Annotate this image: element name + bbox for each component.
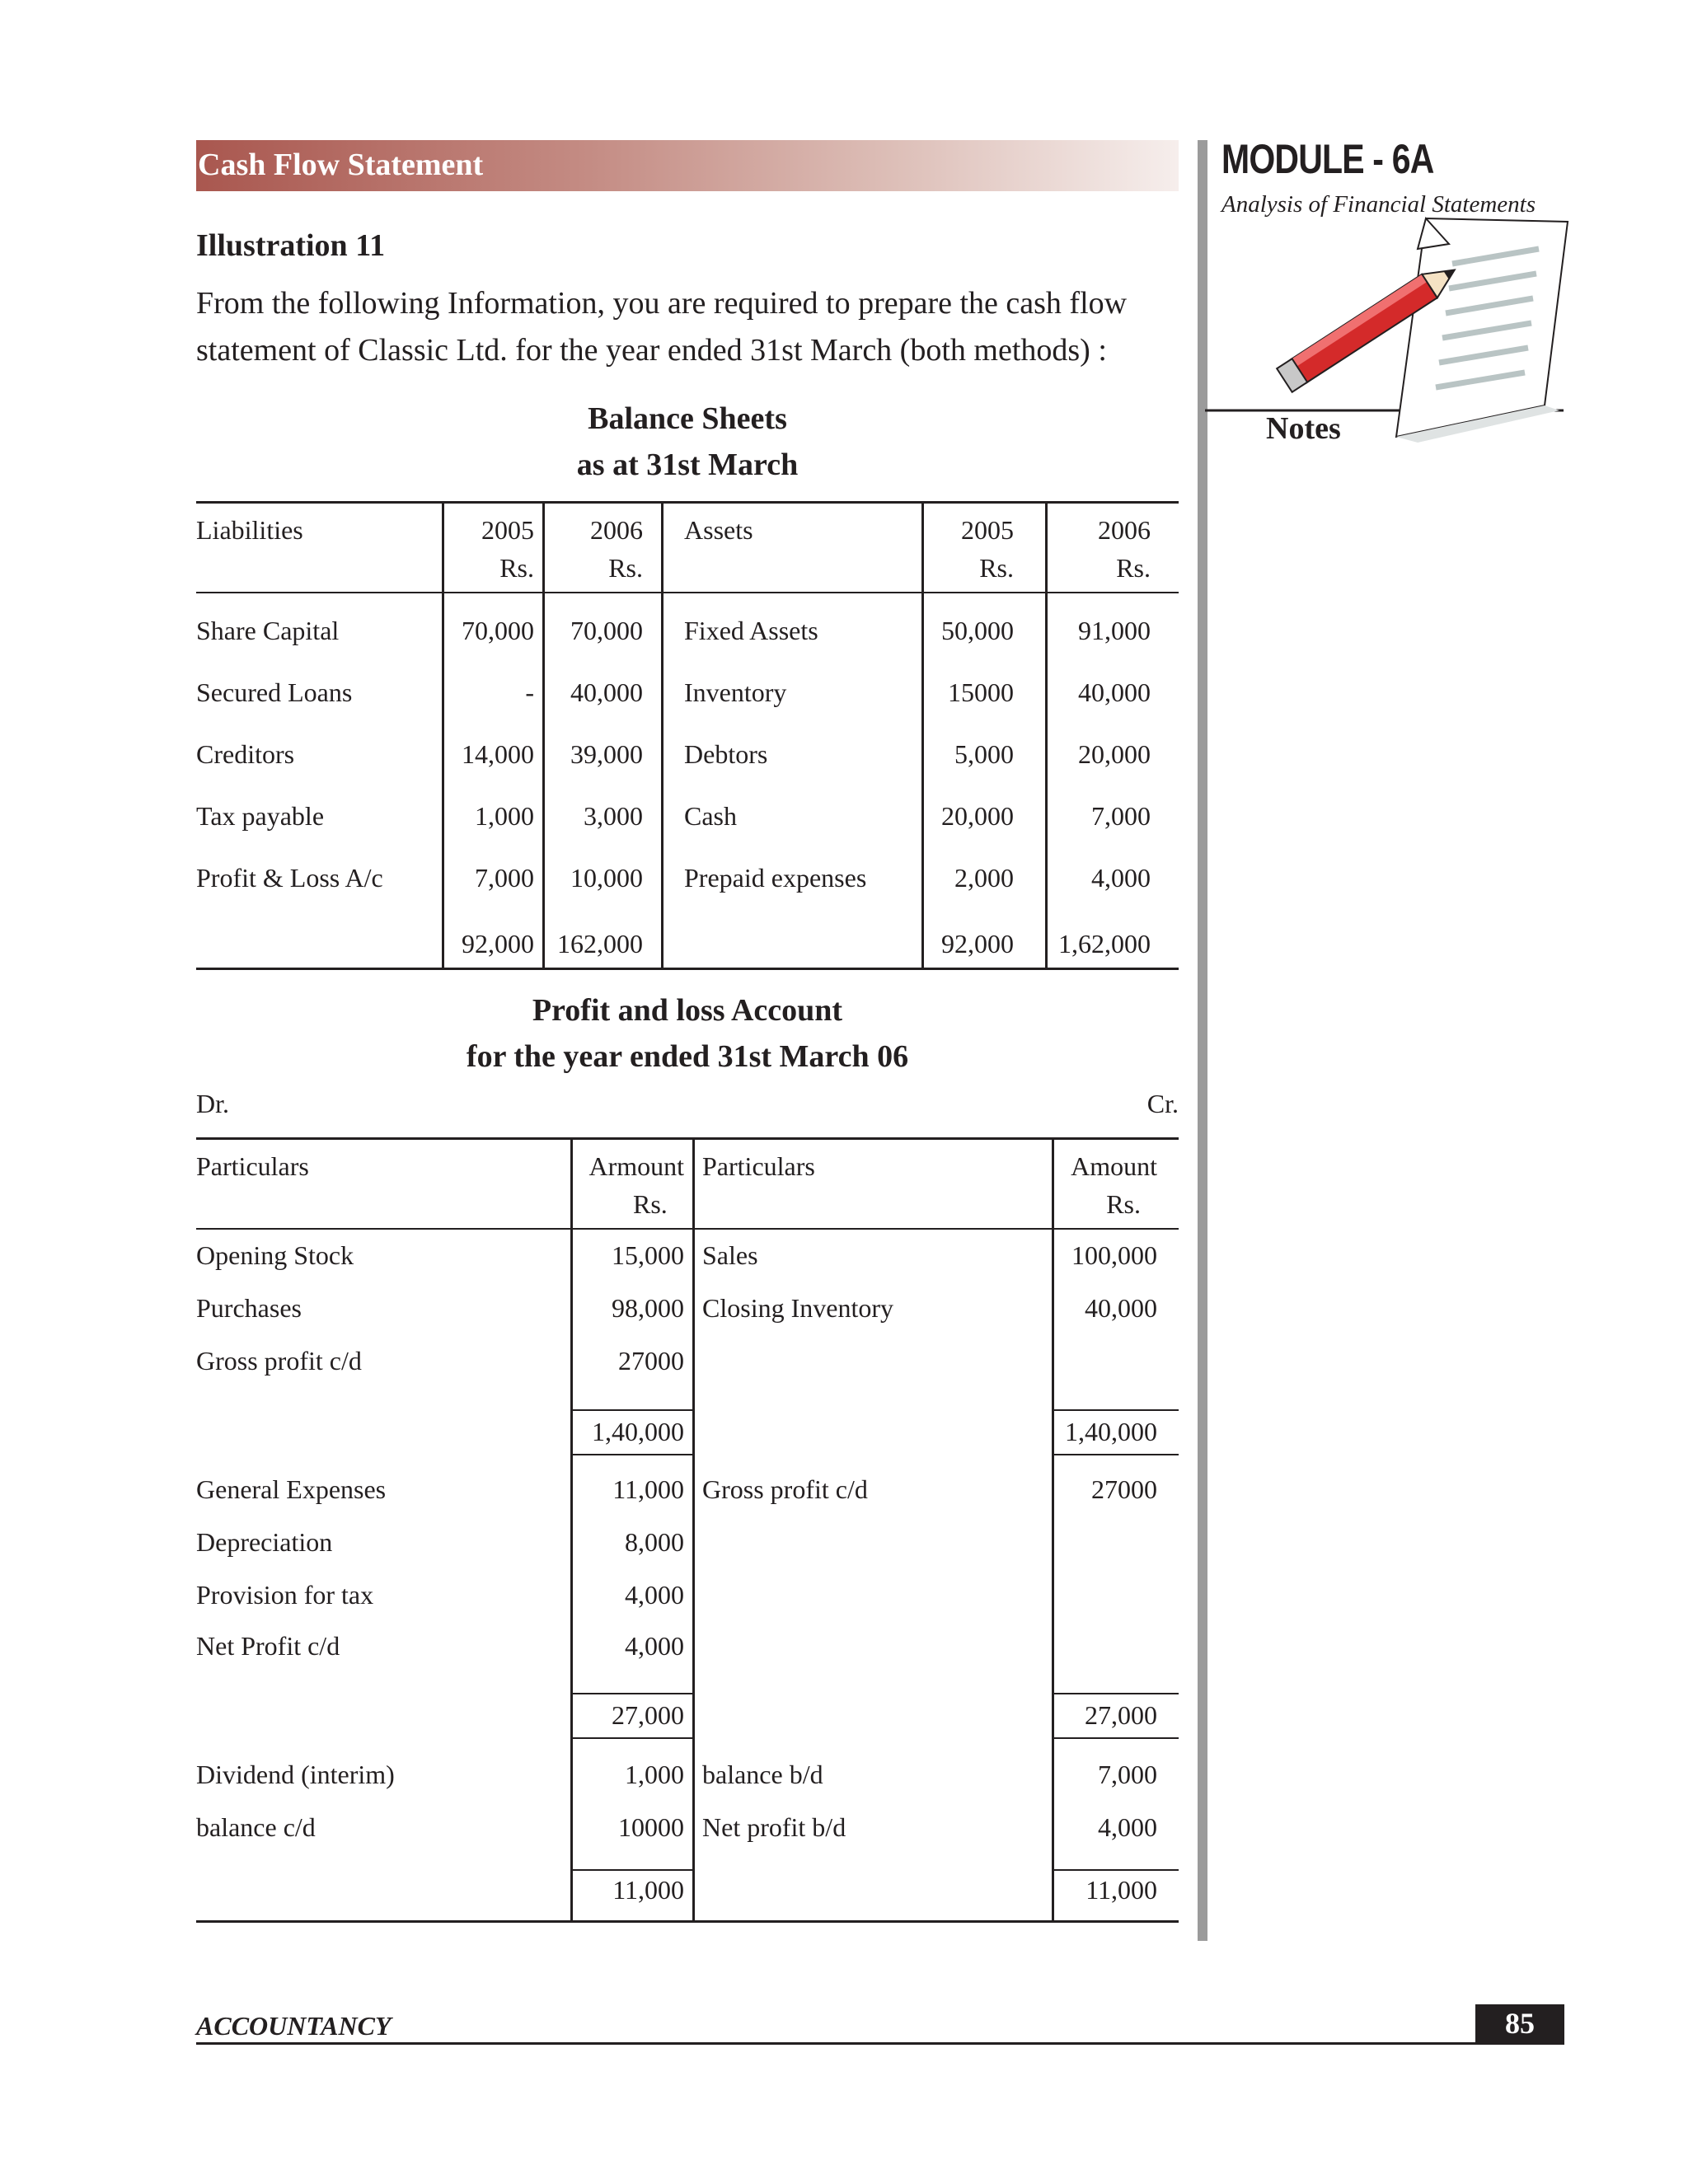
module-title: MODULE - 6A	[1221, 136, 1434, 182]
column-rule	[921, 501, 924, 969]
liability-2006: 40,000	[570, 677, 643, 707]
total-cr: 1,40,000	[1065, 1417, 1157, 1446]
cr-amount: 4,000	[1098, 1812, 1157, 1842]
asset-label: Debtors	[684, 739, 768, 769]
dr-amount: 1,000	[625, 1760, 684, 1789]
asset-2005: 5,000	[954, 739, 1014, 769]
dr-amount: 4,000	[625, 1631, 684, 1661]
illustration-intro	[196, 280, 1185, 374]
pl-subtitle: for the year ended 31st March 06	[466, 1039, 909, 1074]
header-amount: Amount	[1071, 1151, 1157, 1181]
column-rule	[542, 501, 545, 969]
page-number: 85	[1475, 2004, 1564, 2044]
header-liabilities: Liabilities	[196, 515, 303, 545]
total-liability-2005: 92,000	[462, 929, 534, 958]
intro-line: From the following Information, you are required to prepare the cash flow	[196, 286, 1128, 321]
balance-sheet-subtitle: as at 31st March	[576, 448, 799, 482]
liability-2005: -	[525, 677, 534, 707]
table-rule	[196, 1137, 1179, 1140]
table-rule	[196, 592, 1179, 593]
table-rule	[196, 968, 1179, 970]
header-year: 2005	[481, 515, 534, 545]
dr-particular: Dividend (interim)	[196, 1760, 395, 1789]
asset-label: Prepaid expenses	[684, 863, 867, 893]
cr-amount: 40,000	[1085, 1293, 1157, 1323]
illustration-title: Illustration 11	[196, 228, 386, 263]
total-cr: 11,000	[1085, 1875, 1157, 1905]
asset-label: Cash	[684, 801, 737, 831]
notes-pencil-icon	[1205, 214, 1576, 453]
total-dr: 27,000	[612, 1700, 684, 1730]
header-unit: Rs.	[633, 1189, 668, 1219]
liability-2005: 1,000	[475, 801, 534, 831]
column-rule	[442, 501, 444, 969]
dr-particular: Purchases	[196, 1293, 302, 1323]
total-rule	[570, 1693, 694, 1694]
dr-particular: Opening Stock	[196, 1240, 354, 1270]
total-dr: 1,40,000	[592, 1417, 684, 1446]
dr-particular: General Expenses	[196, 1474, 387, 1504]
total-rule	[570, 1737, 694, 1739]
asset-2006: 7,000	[1091, 801, 1151, 831]
dr-particular: Net Profit c/d	[196, 1631, 340, 1661]
section-title: Cash Flow Statement	[198, 148, 484, 182]
asset-2005: 15000	[948, 677, 1014, 707]
header-particulars: Particulars	[196, 1151, 309, 1181]
total-rule	[570, 1409, 694, 1411]
liability-2005: 14,000	[462, 739, 534, 769]
dr-particular: Depreciation	[196, 1527, 333, 1557]
liability-label: Share Capital	[196, 616, 340, 645]
section-header-bar	[196, 140, 1179, 191]
debit-marker: Dr.	[196, 1089, 229, 1118]
cr-particular: Closing Inventory	[702, 1293, 893, 1323]
asset-2006: 40,000	[1078, 677, 1151, 707]
liability-2005: 70,000	[462, 616, 534, 645]
pl-title: Profit and loss Account	[532, 993, 843, 1028]
total-rule	[1052, 1737, 1179, 1739]
header-year: 2005	[961, 515, 1014, 545]
header-amount: Armount	[588, 1151, 684, 1181]
dr-amount: 4,000	[625, 1580, 684, 1610]
total-asset-2005: 92,000	[941, 929, 1014, 958]
column-rule	[570, 1137, 573, 1922]
liability-2005: 7,000	[475, 863, 534, 893]
notes-label: Notes	[1266, 411, 1341, 446]
header-assets: Assets	[684, 515, 753, 545]
table-rule	[196, 1920, 1179, 1923]
footer-rule	[196, 2042, 1564, 2045]
cr-amount: 7,000	[1098, 1760, 1157, 1789]
cr-amount: 100,000	[1071, 1240, 1157, 1270]
table-rule	[196, 501, 1179, 504]
intro-line: statement of Classic Ltd. for the year ended 31st March (both methods) :	[196, 333, 1107, 368]
dr-amount: 27000	[618, 1346, 684, 1376]
header-unit: Rs.	[979, 553, 1014, 583]
dr-amount: 11,000	[612, 1474, 684, 1504]
column-rule	[1045, 501, 1048, 969]
column-rule	[692, 1137, 695, 1922]
total-cr: 27,000	[1085, 1700, 1157, 1730]
asset-2006: 4,000	[1091, 863, 1151, 893]
header-unit: Rs.	[1106, 1189, 1141, 1219]
asset-2005: 2,000	[954, 863, 1014, 893]
dr-particular: balance c/d	[196, 1812, 316, 1842]
total-liability-2006: 162,000	[557, 929, 643, 958]
dr-amount: 15,000	[612, 1240, 684, 1270]
liability-label: Secured Loans	[196, 677, 353, 707]
cr-particular: balance b/d	[702, 1760, 823, 1789]
header-unit: Rs.	[608, 553, 643, 583]
total-rule	[1052, 1454, 1179, 1455]
table-rule	[196, 1228, 1179, 1230]
liability-label: Tax payable	[196, 801, 325, 831]
asset-2005: 50,000	[941, 616, 1014, 645]
header-unit: Rs.	[499, 553, 534, 583]
dr-amount: 8,000	[625, 1527, 684, 1557]
header-year: 2006	[590, 515, 643, 545]
liability-label: Profit & Loss A/c	[196, 863, 383, 893]
asset-2005: 20,000	[941, 801, 1014, 831]
dr-amount: 10000	[618, 1812, 684, 1842]
cr-particular: Net profit b/d	[702, 1812, 846, 1842]
cr-amount: 27000	[1091, 1474, 1157, 1504]
dr-particular: Gross profit c/d	[196, 1346, 362, 1376]
liability-2006: 3,000	[584, 801, 643, 831]
cr-particular: Sales	[702, 1240, 758, 1270]
liability-2006: 39,000	[570, 739, 643, 769]
balance-sheet-title: Balance Sheets	[588, 401, 787, 436]
dr-particular: Provision for tax	[196, 1580, 374, 1610]
asset-2006: 20,000	[1078, 739, 1151, 769]
asset-2006: 91,000	[1078, 616, 1151, 645]
credit-marker: Cr.	[1146, 1089, 1179, 1118]
asset-label: Inventory	[684, 677, 787, 707]
footer-subject: ACCOUNTANCY	[196, 2011, 392, 2041]
column-rule	[661, 501, 663, 969]
header-unit: Rs.	[1116, 553, 1151, 583]
header-particulars: Particulars	[702, 1151, 815, 1181]
total-rule	[1052, 1693, 1179, 1694]
liability-2006: 10,000	[570, 863, 643, 893]
total-dr: 11,000	[612, 1875, 684, 1905]
total-rule	[1052, 1409, 1179, 1411]
dr-amount: 98,000	[612, 1293, 684, 1323]
asset-label: Fixed Assets	[684, 616, 818, 645]
liability-label: Creditors	[196, 739, 295, 769]
module-subtitle: Analysis of Financial Statements	[1221, 191, 1536, 218]
total-asset-2006: 1,62,000	[1058, 929, 1151, 958]
column-rule	[1052, 1137, 1054, 1922]
liability-2006: 70,000	[570, 616, 643, 645]
total-rule	[570, 1454, 694, 1455]
header-year: 2006	[1098, 515, 1151, 545]
cr-particular: Gross profit c/d	[702, 1474, 868, 1504]
